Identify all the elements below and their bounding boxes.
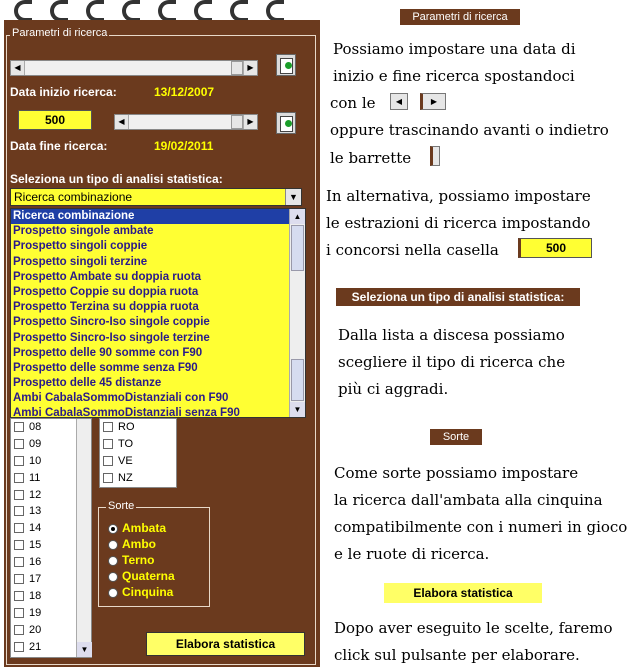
checkbox[interactable]	[14, 642, 24, 652]
checkbox[interactable]	[14, 540, 24, 550]
radio-ambata[interactable]	[106, 521, 206, 537]
guide-text: Come sorte possiamo impostare	[334, 464, 579, 482]
guide-text: Dalla lista a discesa possiamo	[338, 326, 565, 344]
number-label: 16	[29, 556, 42, 569]
list-item[interactable]: Ricerca combinazione	[11, 209, 305, 224]
number-label: 19	[29, 606, 42, 619]
list-item[interactable]: Prospetto delle 90 somme con F90	[13, 346, 203, 359]
demo-left-arrow-icon: ◀	[390, 93, 408, 110]
dropdown-arrow-icon[interactable]: ▼	[285, 189, 301, 205]
spiral-binding-icon	[194, 0, 212, 22]
guide-text: compatibilmente con i numeri in gioco	[334, 518, 628, 536]
radio-quaterna[interactable]	[106, 569, 206, 585]
list-item[interactable]: Prospetto Terzina su doppia ruota	[13, 301, 199, 314]
radio-terno[interactable]	[106, 553, 206, 569]
number-label: 10	[29, 454, 42, 467]
checkbox[interactable]	[14, 422, 24, 432]
number-label: 15	[29, 539, 42, 552]
demo-process-button: Elabora statistica	[384, 583, 542, 603]
list-scrollbar[interactable]	[289, 209, 305, 417]
checkbox[interactable]	[14, 608, 24, 618]
list-item[interactable]: Prospetto singoli coppie	[13, 240, 148, 253]
number-label: 08	[29, 421, 42, 433]
guide-text: le estrazioni di ricerca impostando	[326, 214, 591, 232]
checkbox[interactable]	[14, 439, 24, 449]
scroll-up-icon[interactable]: ▲	[290, 209, 305, 224]
end-date-value: 19/02/2011	[154, 139, 214, 153]
checkbox[interactable]	[14, 625, 24, 635]
checkbox[interactable]	[103, 456, 113, 466]
list-item[interactable]: Prospetto delle somme senza F90	[13, 361, 198, 374]
radio-cinquina[interactable]	[106, 585, 206, 601]
numbers-list[interactable]	[10, 418, 92, 658]
list-item[interactable]: Prospetto Sincro-Iso singole coppie	[13, 316, 210, 329]
start-date-value: 13/12/2007	[154, 85, 215, 99]
guide-text: inizio e fine ricerca spostandoci	[333, 67, 575, 85]
guide-tag-params: Parametri di ricerca	[400, 9, 520, 25]
start-date-label: Data inizio ricerca:	[10, 85, 117, 99]
save-document-icon[interactable]	[276, 112, 296, 134]
list-item[interactable]: Ambi CabalaSommoDistanziali senza F90	[13, 407, 240, 418]
spiral-binding	[0, 0, 320, 22]
guide-text: i concorsi nella casella	[326, 241, 499, 259]
demo-contests-box: 500	[518, 238, 592, 258]
wheel-label: TO	[118, 437, 134, 450]
analysis-type-select[interactable]	[10, 188, 302, 206]
spiral-binding-icon	[122, 0, 140, 22]
params-legend: Parametri di ricerca	[12, 27, 108, 39]
checkbox[interactable]	[14, 473, 24, 483]
checkbox[interactable]	[14, 574, 24, 584]
sorte-legend: Sorte	[108, 500, 135, 512]
analysis-type-list[interactable]	[10, 208, 306, 418]
sorte-options	[106, 521, 206, 601]
guide-text: In alternativa, possiamo impostare	[326, 187, 591, 205]
list-item[interactable]: Prospetto Coppie su doppia ruota	[13, 285, 199, 298]
radio-label: Ambo	[122, 537, 156, 551]
wheel-item[interactable]	[100, 453, 176, 470]
scroll-left-icon[interactable]: ◀	[115, 115, 129, 129]
radio-button[interactable]	[108, 556, 118, 566]
checkbox[interactable]	[103, 422, 113, 432]
guide-text: oppure trascinando avanti o indietro	[330, 121, 609, 139]
demo-slider-thumb-icon	[430, 146, 440, 166]
analysis-type-value: Ricerca combinazione	[14, 190, 133, 204]
radio-button[interactable]	[108, 588, 118, 598]
number-label: 14	[29, 522, 42, 535]
start-date-slider[interactable]	[10, 60, 258, 76]
radio-label: Quaterna	[122, 569, 175, 583]
radio-button[interactable]	[108, 572, 118, 582]
number-label: 09	[29, 437, 42, 450]
number-label: 12	[29, 488, 42, 501]
wheel-label: NZ	[118, 471, 133, 484]
checkbox[interactable]	[103, 439, 113, 449]
radio-label: Cinquina	[122, 585, 174, 599]
guide-text: scegliere il tipo di ricerca che	[338, 353, 566, 371]
wheel-label: RO	[118, 421, 135, 433]
scroll-right-icon[interactable]: ▶	[243, 115, 257, 129]
process-button[interactable]: Elabora statistica	[146, 632, 305, 656]
number-label: 21	[29, 640, 42, 653]
spiral-binding-icon	[266, 0, 284, 22]
checkbox[interactable]	[14, 591, 24, 601]
end-date-slider[interactable]	[114, 114, 258, 130]
number-label: 18	[29, 589, 42, 602]
wheel-item[interactable]	[100, 436, 176, 453]
wheel-label: VE	[118, 454, 133, 467]
scrollbar-thumb[interactable]	[291, 225, 304, 271]
list-item[interactable]: Prospetto singole ambate	[13, 225, 154, 238]
scroll-down-icon[interactable]: ▼	[290, 402, 305, 417]
list-item[interactable]: Ambi CabalaSommoDistanziali con F90	[13, 392, 229, 405]
spiral-binding-icon	[158, 0, 176, 22]
guide-text: Dopo aver eseguito le scelte, faremo	[334, 619, 613, 637]
guide-text: Possiamo impostare una data di	[333, 40, 576, 58]
demo-right-arrow-icon: ▶	[420, 93, 446, 110]
guide-text: la ricerca dall'ambata alla cinquina	[334, 491, 603, 509]
scroll-right-icon[interactable]: ▶	[243, 61, 257, 75]
checkbox[interactable]	[14, 557, 24, 567]
numbers-scrollbar[interactable]	[76, 419, 91, 657]
spiral-binding-icon	[230, 0, 248, 22]
guide-tag-sorte: Sorte	[430, 429, 482, 445]
radio-button[interactable]	[108, 524, 118, 534]
checkbox[interactable]	[103, 473, 113, 483]
analysis-type-label: Seleziona un tipo di analisi statistica:	[10, 172, 223, 186]
slider-thumb[interactable]	[231, 61, 243, 75]
checkbox[interactable]	[14, 523, 24, 533]
spiral-binding-icon	[86, 0, 104, 22]
guide-text: con le	[330, 94, 376, 112]
contests-input[interactable]: 500	[18, 110, 92, 130]
slider-thumb[interactable]	[231, 115, 243, 129]
wheel-item[interactable]	[100, 470, 176, 487]
wheel-item[interactable]	[100, 419, 176, 436]
save-document-icon[interactable]	[276, 54, 296, 76]
checkbox[interactable]	[14, 506, 24, 516]
spiral-binding-icon	[14, 0, 32, 22]
checkbox[interactable]	[14, 490, 24, 500]
number-label: 11	[29, 471, 41, 484]
checkbox[interactable]	[14, 456, 24, 466]
list-item[interactable]: Prospetto singoli terzine	[13, 255, 148, 268]
end-date-label: Data fine ricerca:	[10, 139, 108, 153]
scroll-left-icon[interactable]: ◀	[11, 61, 25, 75]
radio-label: Terno	[122, 553, 155, 567]
guide-tag-analysis: Seleziona un tipo di analisi statistica:	[336, 288, 580, 306]
radio-button[interactable]	[108, 540, 118, 550]
spiral-binding-icon	[50, 0, 68, 22]
scrollbar-thumb[interactable]	[291, 359, 304, 401]
list-item[interactable]: Prospetto Ambate su doppia ruota	[13, 270, 202, 283]
guide-text: click sul pulsante per elaborare.	[334, 646, 580, 664]
list-item[interactable]: Prospetto Sincro-Iso singole terzine	[13, 331, 210, 344]
guide-text: le barrette	[330, 149, 412, 167]
guide-text: più ci aggradi.	[338, 380, 449, 398]
guide-text: e le ruote di ricerca.	[334, 545, 490, 563]
number-label: 13	[29, 505, 42, 518]
radio-ambo[interactable]	[106, 537, 206, 553]
scroll-down-icon[interactable]: ▼	[77, 642, 92, 657]
wheels-list[interactable]	[99, 418, 177, 488]
number-label: 17	[29, 573, 42, 586]
number-label: 20	[29, 623, 42, 636]
list-item[interactable]: Prospetto delle 45 distanze	[13, 377, 162, 390]
radio-label: Ambata	[122, 521, 167, 535]
